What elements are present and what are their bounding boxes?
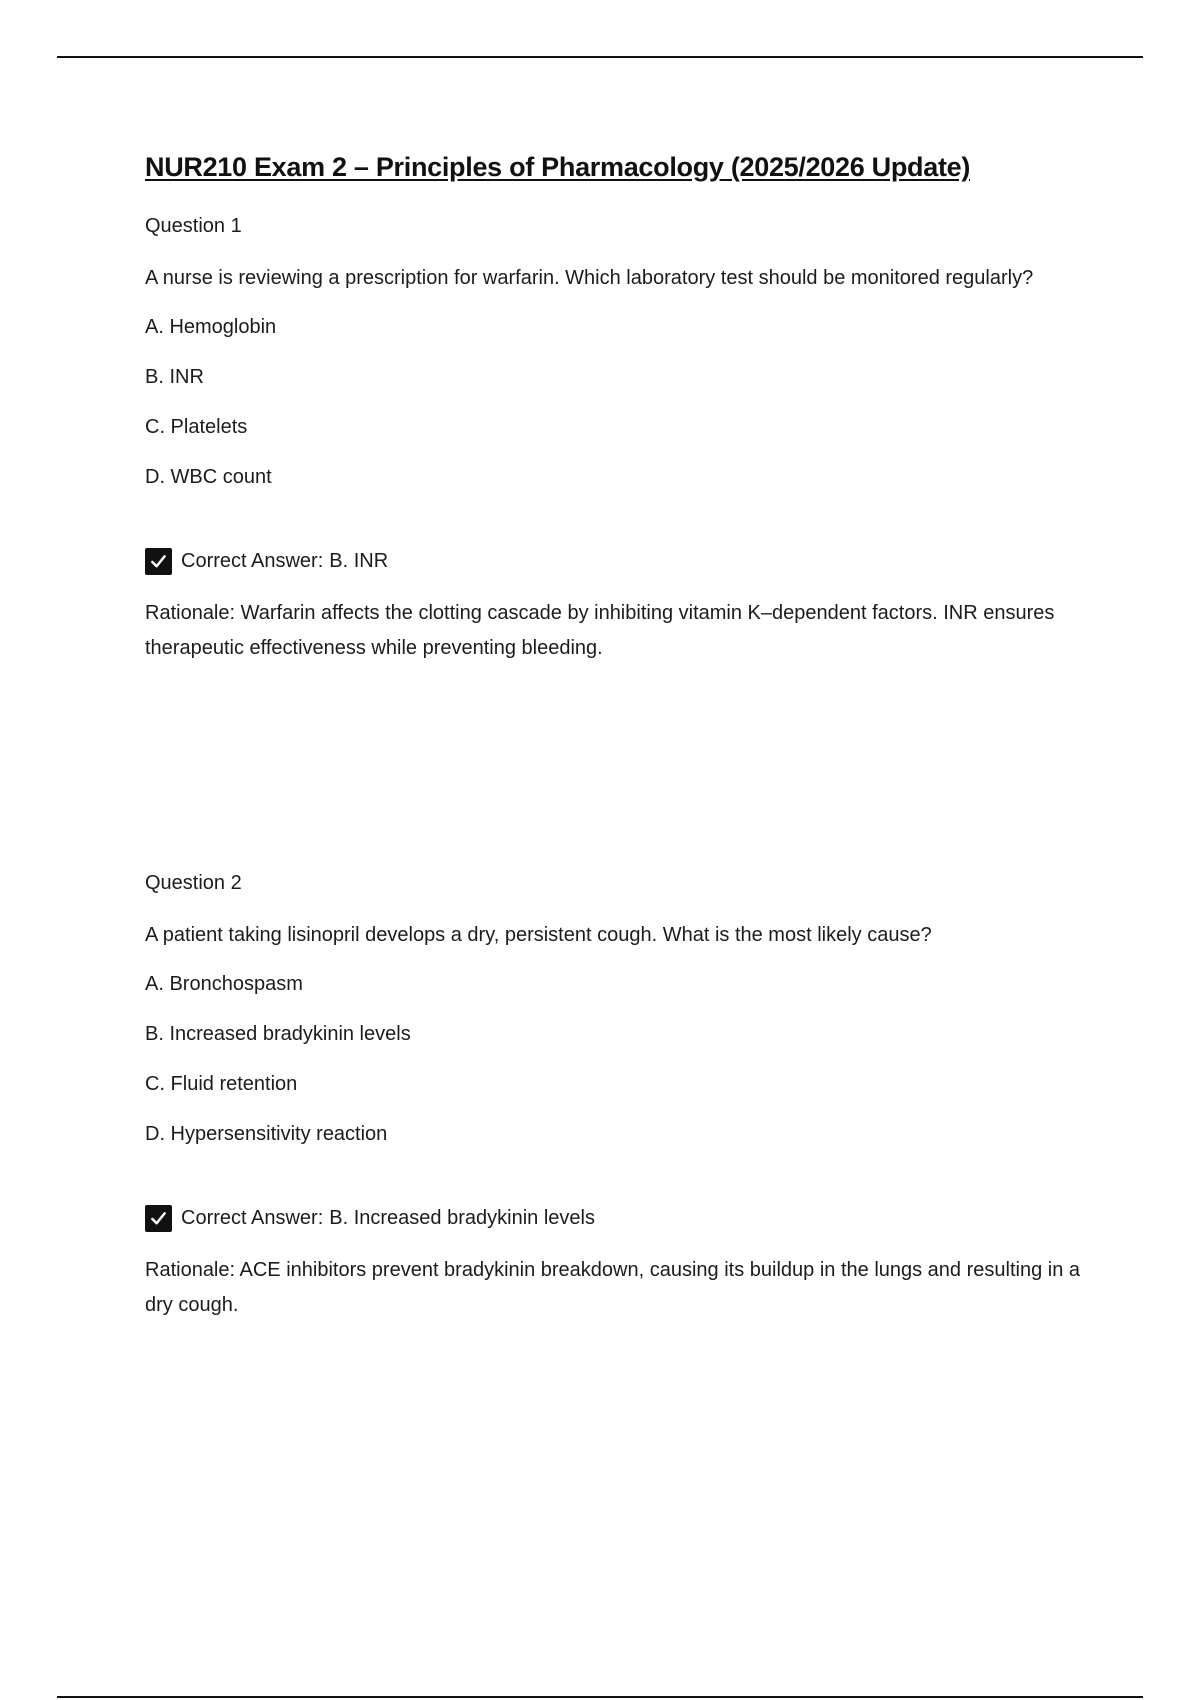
option-d: D. WBC count (145, 466, 272, 488)
question-text: A nurse is reviewing a prescription for warfarin. Which laboratory test should be monitored regularly? (145, 267, 1034, 289)
question-number: Question 1 (145, 215, 242, 237)
bottom-divider (57, 1696, 1143, 1698)
correct-answer-label: Correct Answer: (181, 550, 324, 572)
rationale-text: Rationale: Warfarin affects the clotting cascade by inhibiting vitamin K–dependent factors. INR ensures therapeutic effectiveness while preventing bleeding. (145, 602, 1055, 659)
option-a: A. Hemoglobin (145, 316, 277, 338)
question-text: A patient taking lisinopril develops a dry, persistent cough. What is the most likely cause? (145, 924, 932, 946)
option-c: C. Platelets (145, 416, 248, 438)
check-box-icon (145, 548, 172, 575)
correct-answer-label: Correct Answer: (181, 1207, 324, 1229)
question-number: Question 2 (145, 872, 242, 894)
correct-answer-value: B. Increased bradykinin levels (329, 1207, 595, 1229)
option-a: A. Bronchospasm (145, 973, 303, 995)
option-c: C. Fluid retention (145, 1073, 298, 1095)
answer-options (145, 312, 1085, 492)
question-block-2 (145, 868, 1085, 1323)
document-content (145, 145, 1085, 1323)
correct-answer-value: B. INR (329, 550, 389, 572)
rationale-text: Rationale: ACE inhibitors prevent bradykinin breakdown, causing its buildup in the lungs and resulting in a dry cough. (145, 1259, 1081, 1316)
document-title: NUR210 Exam 2 – Principles of Pharmacology (2025/2026 Update) (145, 152, 971, 182)
option-b: B. Increased bradykinin levels (145, 1023, 411, 1045)
top-divider (57, 56, 1143, 58)
answer-options (145, 969, 1085, 1149)
option-b: B. INR (145, 366, 204, 388)
check-box-icon (145, 1205, 172, 1232)
correct-answer (145, 1203, 1085, 1233)
option-d: D. Hypersensitivity reaction (145, 1123, 388, 1145)
correct-answer (145, 546, 1085, 576)
question-block-1 (145, 211, 1085, 666)
